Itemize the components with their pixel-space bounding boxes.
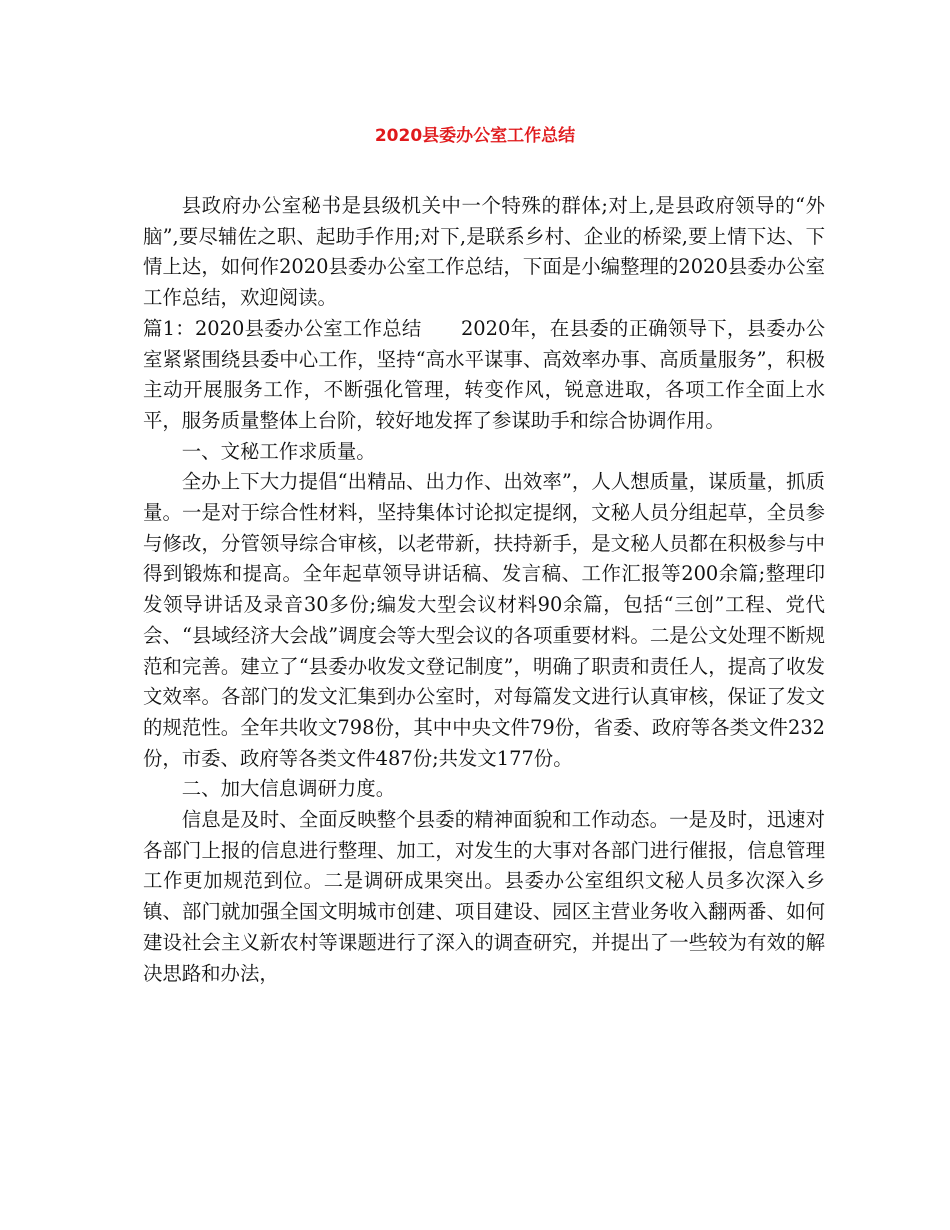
paragraph: 全办上下大力提倡“出精品、出力作、出效率”，人人想质量，谋质量，抓质量。一是对于综合性材料，坚持集体讨论拟定提纲，文秘人员分组起草，全员参与修改，分管领导综合审核，以老带新，扶持新手，是文秘人员都在积极参与中得到锻炼和提高。全年起草领导讲话稿、发言稿、工作汇报等200余篇;整理印发领导讲话及录音30多份;编发大型会议材料90余篇，包括“三创”工程、党代会、“县域经济大会战”调度会等大型会议的各项重要材料。二是公文处理不断规范和完善。建立了“县委办收发文登记制度”，明确了职责和责任人，提高了收发文效率。各部门的发文汇集到办公室时，对每篇发文进行认真审核，保证了发文的规范性。全年共收文798份，其中中央文件79份，省委、政府等各类文件232份，市委、政府等各类文件487份;共发文177份。 <box>143 470 825 770</box>
paragraph: 二、加大信息调研力度。 <box>181 777 396 801</box>
document-title: 2020县委办公室工作总结 <box>374 126 576 146</box>
document-body <box>143 191 825 989</box>
paragraph: 一、文秘工作求质量。 <box>181 439 376 463</box>
paragraph: 信息是及时、全面反映整个县委的精神面貌和工作动态。一是及时，迅速对各部门上报的信息进行整理、加工，对发生的大事对各部门进行催报，信息管理工作更加规范到位。二是调研成果突出。县委办公室组织文秘人员多次深入乡镇、部门就加强全国文明城市创建、项目建设、园区主营业务收入翻两番、如何建设社会主义新农村等课题进行了深入的调查研究，并提出了一些较为有效的解决思路和办法， <box>143 808 825 985</box>
paragraph: 县政府办公室秘书是县级机关中一个特殊的群体;对上,是县政府领导的“外脑”,要尽辅佐之职、起助手作用;对下,是联系乡村、企业的桥梁,要上情下达、下情上达，如何作2020县委办公室工作总结，下面是小编整理的2020县委办公室工作总结，欢迎阅读。 <box>143 194 825 310</box>
paragraph: 篇1：2020县委办公室工作总结 2020年，在县委的正确领导下，县委办公室紧紧围绕县委中心工作，坚持“高水平谋事、高效率办事、高质量服务”，积极主动开展服务工作，不断强化管理，转变作风，锐意进取，各项工作全面上水平，服务质量整体上台阶，较好地发挥了参谋助手和综合协调作用。 <box>143 316 825 432</box>
